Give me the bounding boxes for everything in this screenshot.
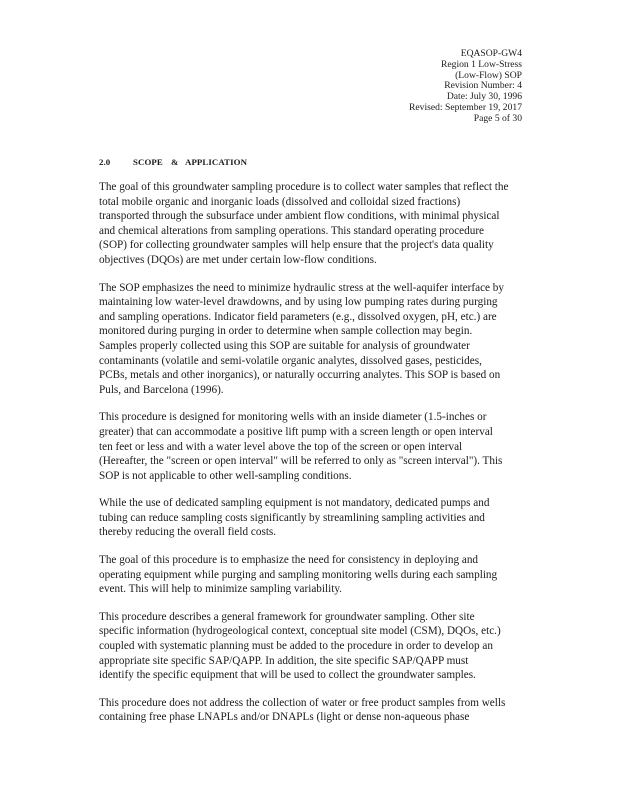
text-line: (SOP) for collecting groundwater samples will help ensure that the project's data quality <box>99 239 494 252</box>
text-line: and chemical alterations from sampling operations. This standard operating procedure <box>99 224 485 237</box>
text-line: objectives (DQOs) are met under certain low-flow conditions. <box>99 253 377 266</box>
paragraph-consistency <box>99 553 527 597</box>
paragraph-napl-exclusion <box>99 696 527 725</box>
paragraph-well-design <box>99 410 527 483</box>
paragraph-dedicated-equipment <box>99 496 527 540</box>
text-line: identify the specific equipment that will be used to collect the groundwater samples. <box>99 669 476 682</box>
text-line: and sampling operations. Indicator field parameters (e.g., dissolved oxygen, pH, etc.) are <box>99 310 497 323</box>
header-title-line-2: (Low-Flow) SOP <box>455 69 522 81</box>
text-line: transported through the subsurface under ambient flow conditions, with minimal physical <box>99 210 500 223</box>
text-line: coupled with systematic planning must be added to the procedure in order to develop an <box>99 640 493 653</box>
text-line: thereby reducing the overall field costs. <box>99 526 277 539</box>
text-line: This procedure describes a general framework for groundwater sampling. Other site <box>99 610 475 623</box>
text-line: Samples properly collected using this SOP are suitable for analysis of groundwater <box>99 339 470 352</box>
document-body <box>99 180 527 738</box>
text-line: appropriate site specific SAP/QAPP. In addition, the site specific SAP/QAPP must <box>99 654 469 667</box>
text-line: total mobile organic and inorganic loads (dissolved and colloidal sized fractions) <box>99 195 461 208</box>
paragraph-framework <box>99 610 527 683</box>
text-line: This procedure is designed for monitoring wells with an inside diameter (1.5-inches or <box>99 411 487 424</box>
section-ampersand: & <box>171 157 179 167</box>
section-title: SCOPE <box>133 157 163 167</box>
text-line: The goal of this groundwater sampling procedure is to collect water samples that reflect the <box>99 181 509 193</box>
header-page-number: Page 5 of 30 <box>473 112 522 124</box>
text-line: ten feet or less and with a water level above the top of the screen or open interval <box>99 440 463 453</box>
text-line: contaminants (volatile and semi-volatile organic analytes, dissolved gases, pesticides, <box>99 354 482 367</box>
text-line: greater) that can accommodate a positive lift pump with a screen length or open interval <box>99 425 493 438</box>
text-line: The goal of this procedure is to emphasize the need for consistency in deploying and <box>99 554 479 567</box>
header-revised-date: Revised: September 19, 2017 <box>409 101 522 113</box>
text-line: maintaining low water-level drawdowns, and by using low pumping rates during purging <box>99 296 498 309</box>
text-line: operating equipment while purging and sampling monitoring wells during each sampling <box>99 568 498 581</box>
header-date: Date: July 30, 1996 <box>446 91 522 103</box>
header-doc-id: EQASOP-GW4 <box>460 48 522 59</box>
section-title-2: APPLICATION <box>185 157 248 167</box>
header-revision-number: Revision Number: 4 <box>444 80 522 92</box>
header-title-line-1: Region 1 Low-Stress <box>440 58 522 70</box>
text-line: Puls, and Barcelona (1996). <box>99 383 224 396</box>
text-line: The SOP emphasizes the need to minimize hydraulic stress at the well-aquifer interface by <box>99 281 504 294</box>
text-line: While the use of dedicated sampling equipment is not mandatory, dedicated pumps and <box>99 497 490 510</box>
text-line: tubing can reduce sampling costs significantly by streamlining sampling activities and <box>99 511 485 524</box>
text-line: containing free phase LNAPLs and/or DNAPLs (light or dense non-aqueous phase <box>99 711 470 724</box>
text-line: PCBs, metals and other inorganics), or naturally occurring analytes. This SOP is based on <box>99 369 501 382</box>
text-line: (Hereafter, the "screen or open interval" will be referred to only as "screen interval"). This <box>99 455 503 468</box>
document-header <box>409 49 522 125</box>
text-line: SOP is not applicable to other well-sampling conditions. <box>99 469 352 482</box>
section-number: 2.0 <box>99 157 111 167</box>
text-line: specific information (hydrogeological context, conceptual site model (CSM), DQOs, etc.) <box>99 625 501 638</box>
section-heading <box>99 157 247 167</box>
paragraph-sop-emphasis <box>99 281 527 398</box>
text-line: monitored during purging in order to determine when sample collection may begin. <box>99 325 473 338</box>
text-line: This procedure does not address the collection of water or free product samples from wells <box>99 696 506 709</box>
paragraph-goal <box>99 180 527 268</box>
text-line: event. This will help to minimize sampling variability. <box>99 583 342 596</box>
